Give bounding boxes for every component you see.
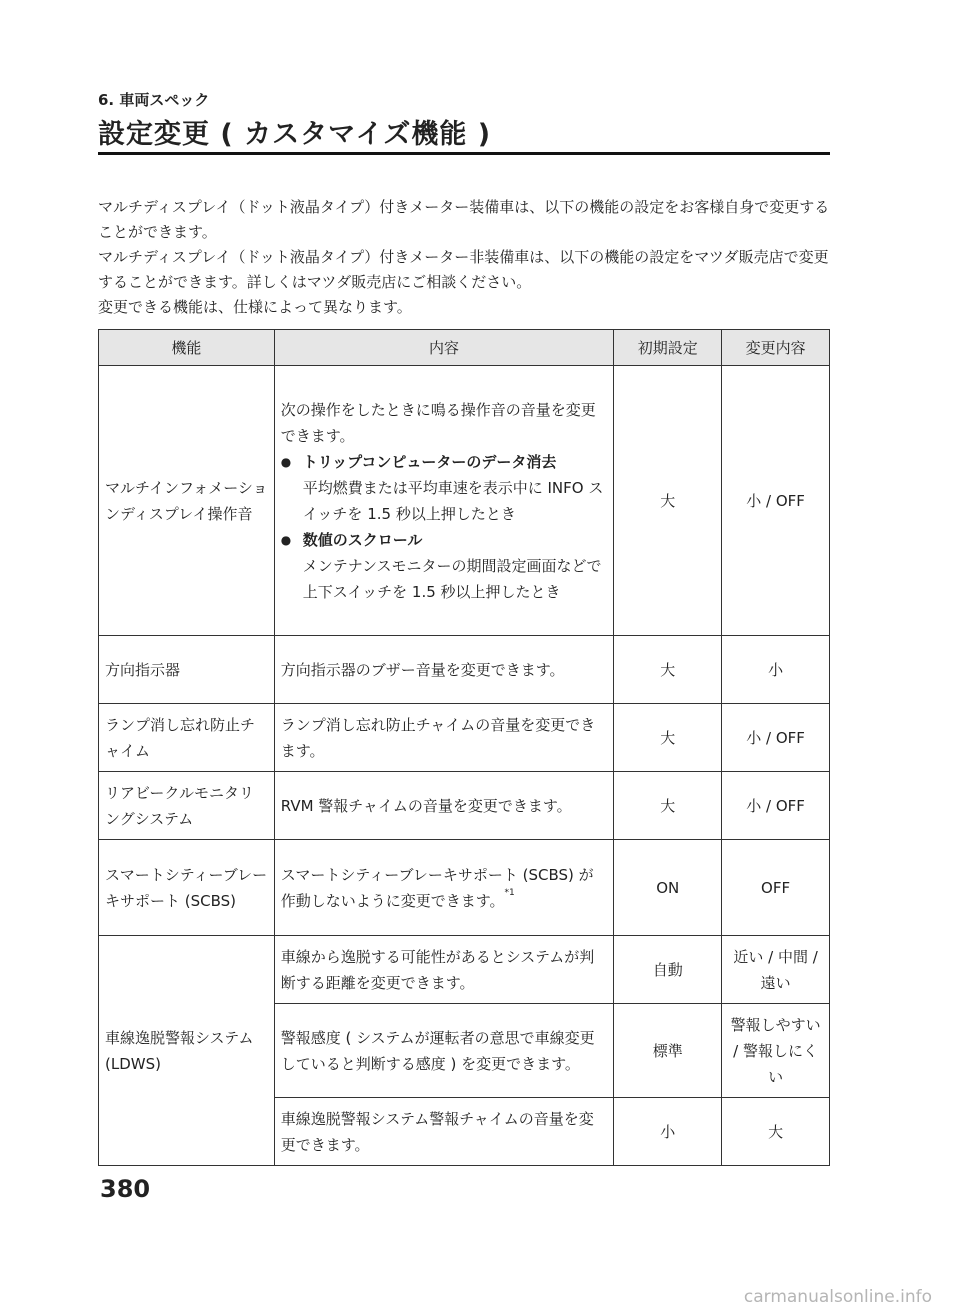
initial-cell: 大 [614,772,722,840]
header-function: 機能 [99,330,275,366]
header-initial: 初期設定 [614,330,722,366]
change-cell: 大 [722,1098,830,1166]
footnote-mark: *1 [504,887,515,898]
watermark: carmanualsonline.info [743,1287,932,1307]
header-content: 内容 [274,330,614,366]
desc-text: スマートシティーブレーキサポート (SCBS) が作動しないように変更できます。 [280,865,594,910]
table-row [99,704,830,772]
title-rule [98,152,830,155]
table-header-row [99,330,830,366]
change-cell: 近い / 中間 / 遠い [722,936,830,1004]
function-cell: ランプ消し忘れ防止チャイム [99,704,275,772]
bullet-title: ● トリップコンピューターのデータ消去 [281,449,608,475]
initial-cell: 大 [614,636,722,704]
desc-intro: 次の操作をしたときに鳴る操作音の音量を変更できます。 [280,400,596,445]
table-row [99,772,830,840]
content-cell: 方向指示器のブザー音量を変更できます。 [274,636,614,704]
initial-cell: 自動 [614,936,722,1004]
intro-text [98,195,838,320]
content-cell [274,366,614,636]
initial-cell: ON [614,840,722,936]
bullet-title: ● 数値のスクロール [281,527,608,553]
table-row [99,636,830,704]
header-change: 変更内容 [722,330,830,366]
content-cell [274,840,614,936]
change-cell: 小 [722,636,830,704]
bullet-text: メンテナンスモニターの期間設定画面などで上下スイッチを 1.5 秒以上押したとき [302,556,602,601]
change-cell: 小 / OFF [722,366,830,636]
function-cell: 方向指示器 [99,636,275,704]
content-cell: ランプ消し忘れ防止チャイムの音量を変更できます。 [274,704,614,772]
table-row [99,936,830,1004]
change-cell: 警報しやすい / 警報しにくい [722,1004,830,1098]
content-cell: 車線逸脱警報システム警報チャイムの音量を変更できます。 [274,1098,614,1166]
intro-paragraph-3: 変更できる機能は、仕様によって異なります。 [98,298,412,316]
initial-cell: 大 [614,704,722,772]
function-cell: マルチインフォメーションディスプレイ操作音 [99,366,275,636]
customization-table [98,329,830,1166]
table-row [99,366,830,636]
function-cell: リアビークルモニタリングシステム [99,772,275,840]
content-cell: 車線から逸脱する可能性があるとシステムが判断する距離を変更できます。 [274,936,614,1004]
section-label: 6. 車両スペック [98,91,210,109]
content-cell: 警報感度 ( システムが運転者の意思で車線変更していると判断する感度 ) を変更できます。 [274,1004,614,1098]
intro-paragraph-2: マルチディスプレイ（ドット液晶タイプ）付きメーター非装備車は、以下の機能の設定をマツダ販売店で変更することができます。詳しくはマツダ販売店にご相談ください。 [98,248,829,291]
intro-paragraph-1: マルチディスプレイ（ドット液晶タイプ）付きメーター装備車は、以下の機能の設定をお客様自身で変更することができます。 [98,198,830,241]
function-cell: 車線逸脱警報システム (LDWS) [99,936,275,1166]
function-cell: スマートシティーブレーキサポート (SCBS) [99,840,275,936]
content-cell: RVM 警報チャイムの音量を変更できます。 [274,772,614,840]
change-cell: 小 / OFF [722,772,830,840]
page-number: 380 [100,1175,151,1203]
initial-cell: 小 [614,1098,722,1166]
change-cell: 小 / OFF [722,704,830,772]
table-row [99,840,830,936]
change-cell: OFF [722,840,830,936]
bullet-text: 平均燃費または平均車速を表示中に INFO スイッチを 1.5 秒以上押したとき [302,478,604,523]
initial-cell: 大 [614,366,722,636]
initial-cell: 標準 [614,1004,722,1098]
page-title: 設定変更 ( カスタマイズ機能 ) [98,119,492,150]
